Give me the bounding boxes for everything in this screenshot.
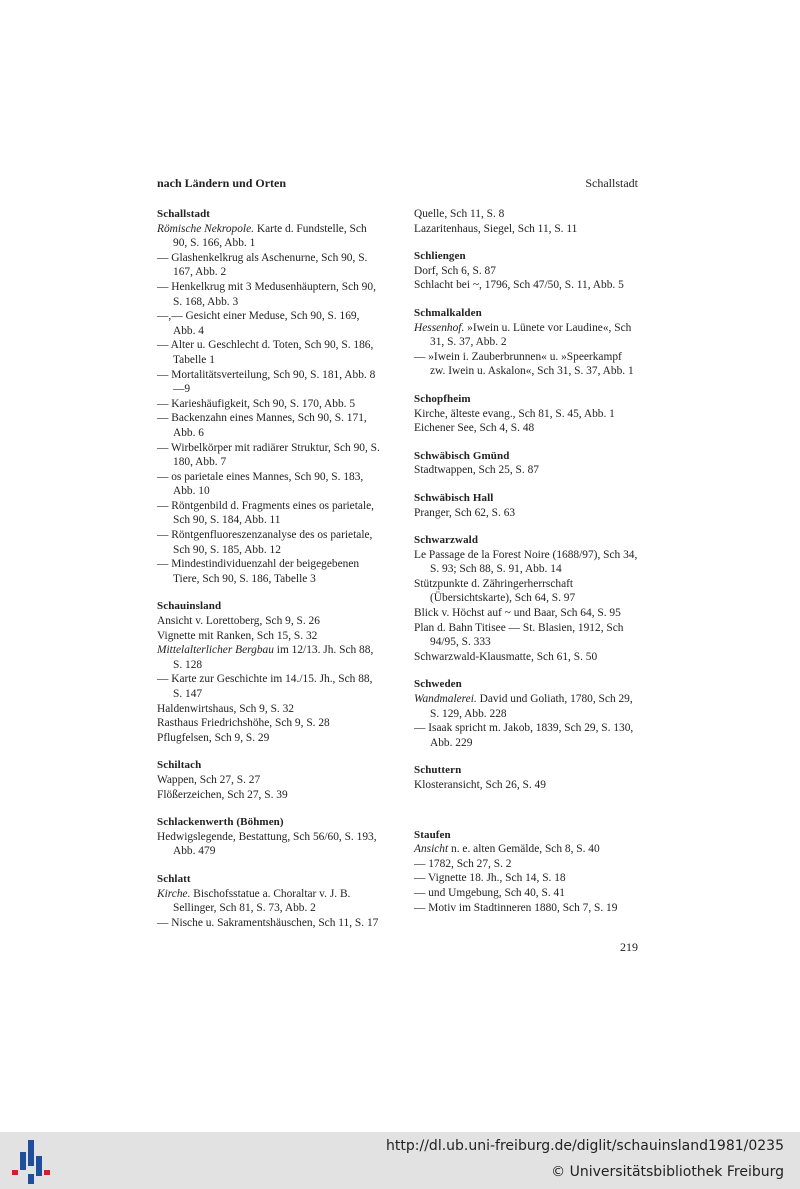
entry-text: — 1782, Sch 27, S. 2 bbox=[414, 857, 512, 870]
section-title: Schmalkalden bbox=[414, 306, 482, 319]
index-entry bbox=[414, 778, 638, 793]
index-entry bbox=[414, 842, 638, 857]
entry-text: — Henkelkrug mit 3 Medusenhäuptern, Sch 90, S. 168, Abb. 3 bbox=[157, 280, 376, 308]
entry-text: — Karieshäufigkeit, Sch 90, S. 170, Abb. 5 bbox=[157, 397, 356, 410]
entry-text: — Mortalitätsverteilung, Sch 90, S. 181, Abb. 8—9 bbox=[157, 368, 376, 396]
index-entry bbox=[414, 857, 638, 872]
index-entry bbox=[414, 871, 638, 886]
index-entry bbox=[414, 207, 638, 222]
entry-text: Ansicht v. Lorettoberg, Sch 9, S. 26 bbox=[157, 615, 320, 628]
index-entry bbox=[414, 407, 638, 422]
index-section bbox=[414, 207, 638, 236]
document-url-link[interactable]: http://dl.ub.uni-freiburg.de/diglit/schauinsland1981/0235 bbox=[386, 1138, 784, 1154]
entry-italic-term: Wandmalerei. bbox=[414, 693, 477, 706]
index-entry bbox=[414, 886, 638, 901]
index-section bbox=[414, 306, 638, 379]
entry-text: n. e. alten Gemälde, Sch 8, S. 40 bbox=[448, 843, 600, 856]
entry-text: — Alter u. Geschlecht d. Toten, Sch 90, S. 186, Tabelle 1 bbox=[157, 339, 374, 366]
entry-text: — Wirbelkörper mit radiärer Struktur, Sch 90, S. 180, Abb. 7 bbox=[157, 441, 380, 469]
index-entry bbox=[414, 506, 638, 521]
index-entry bbox=[157, 887, 381, 916]
entry-text: Hedwigslegende, Bestattung, Sch 56/60, S. 193, Abb. 479 bbox=[157, 830, 377, 858]
index-section bbox=[414, 249, 638, 293]
entry-text: Quelle, Sch 11, S. 8 bbox=[414, 208, 505, 220]
entry-text: —,— Gesicht einer Meduse, Sch 90, S. 169, Abb. 4 bbox=[157, 310, 360, 337]
index-section bbox=[157, 758, 381, 802]
section-title: Schwarzwald bbox=[414, 534, 479, 547]
index-section bbox=[157, 872, 381, 930]
library-logo-icon bbox=[10, 1140, 52, 1184]
entry-text: — »Iwein i. Zauberbrunnen« u. »Speerkampf zw. Iwein u. Askalon«, Sch 31, S. 37, Abb. 1 bbox=[414, 350, 634, 378]
entry-italic-term: Mittelalterlicher Bergbau bbox=[157, 644, 274, 657]
index-entry bbox=[414, 577, 638, 606]
index-section bbox=[414, 763, 638, 792]
entry-text: — Mindestindividuenzahl der beigegebenen Tiere, Sch 90, S. 186, Tabelle 3 bbox=[157, 558, 360, 585]
index-column-left bbox=[157, 207, 381, 943]
index-entry bbox=[157, 309, 381, 338]
index-section bbox=[414, 392, 638, 436]
index-entry bbox=[157, 788, 381, 803]
entry-text: — Isaak spricht m. Jakob, 1839, Sch 29, S. 130, Abb. 229 bbox=[414, 722, 634, 749]
footer-bar bbox=[0, 1132, 800, 1189]
index-entry bbox=[157, 499, 381, 528]
index-entry bbox=[414, 264, 638, 279]
index-entry bbox=[157, 368, 381, 397]
index-entry bbox=[157, 557, 381, 586]
index-entry bbox=[414, 350, 638, 379]
index-entry bbox=[157, 702, 381, 717]
entry-text: Lazaritenhaus, Siegel, Sch 11, S. 11 bbox=[414, 222, 578, 235]
index-entry bbox=[414, 548, 638, 577]
page-number: 219 bbox=[620, 940, 638, 954]
index-entry bbox=[414, 606, 638, 621]
entry-text: Flößerzeichen, Sch 27, S. 39 bbox=[157, 788, 288, 801]
index-entry bbox=[157, 528, 381, 557]
entry-text: »Iwein u. Lünete vor Laudine«, Sch 31, S. 37, Abb. 2 bbox=[430, 321, 632, 349]
index-entry bbox=[157, 672, 381, 701]
index-entry bbox=[157, 773, 381, 788]
entry-text: David und Goliath, 1780, Sch 29, S. 129, Abb. 228 bbox=[430, 693, 633, 720]
index-entry bbox=[157, 411, 381, 440]
entry-text: Stützpunkte d. Zähringerherrschaft (Übersichtskarte), Sch 64, S. 97 bbox=[414, 577, 576, 605]
section-title: Schliengen bbox=[414, 250, 466, 263]
index-entry bbox=[157, 338, 381, 367]
entry-text: Kirche, älteste evang., Sch 81, S. 45, Abb. 1 bbox=[414, 407, 615, 420]
index-entry bbox=[414, 222, 638, 237]
index-entry bbox=[157, 629, 381, 644]
index-section bbox=[414, 533, 638, 664]
index-entry bbox=[414, 463, 638, 478]
entry-text: — Vignette 18. Jh., Sch 14, S. 18 bbox=[414, 872, 566, 885]
index-entry bbox=[157, 614, 381, 629]
index-entry bbox=[157, 251, 381, 280]
section-title: Schallstadt bbox=[157, 208, 211, 220]
entry-text: Schwarzwald-Klausmatte, Sch 61, S. 50 bbox=[414, 650, 598, 663]
index-section bbox=[414, 677, 638, 750]
index-section bbox=[414, 828, 638, 916]
entry-text: Plan d. Bahn Titisee — St. Blasien, 1912, Sch 94/95, S. 333 bbox=[414, 621, 624, 649]
section-title: Schiltach bbox=[157, 759, 202, 772]
index-entry bbox=[157, 916, 381, 931]
index-section bbox=[157, 599, 381, 745]
index-entry bbox=[414, 692, 638, 721]
entry-text: — os parietale eines Mannes, Sch 90, S. 183, Abb. 10 bbox=[157, 470, 364, 498]
running-header-left: nach Ländern und Orten bbox=[157, 176, 287, 190]
running-header-right: Schallstadt bbox=[585, 176, 638, 190]
index-entry bbox=[414, 278, 638, 293]
entry-text: Le Passage de la Forest Noire (1688/97), Sch 34, S. 93; Sch 88, S. 91, Abb. 14 bbox=[414, 548, 638, 576]
entry-text: Rasthaus Friedrichshöhe, Sch 9, S. 28 bbox=[157, 717, 330, 730]
entry-text: — Röntgenbild d. Fragments eines os parietale, Sch 90, S. 184, Abb. 11 bbox=[157, 499, 375, 527]
index-section bbox=[414, 449, 638, 478]
entry-text: — und Umgebung, Sch 40, S. 41 bbox=[414, 886, 565, 899]
index-entry bbox=[414, 650, 638, 665]
index-entry bbox=[157, 470, 381, 499]
entry-text: Wappen, Sch 27, S. 27 bbox=[157, 773, 261, 786]
entry-text: Pranger, Sch 62, S. 63 bbox=[414, 506, 516, 519]
index-entry bbox=[157, 441, 381, 470]
section-title: Schuttern bbox=[414, 764, 462, 777]
entry-italic-term: Ansicht bbox=[414, 843, 449, 856]
section-title: Schwäbisch Hall bbox=[414, 491, 494, 504]
entry-text: — Karte zur Geschichte im 14./15. Jh., Sch 88, S. 147 bbox=[157, 673, 373, 700]
index-entry bbox=[157, 280, 381, 309]
index-entry bbox=[414, 721, 638, 750]
entry-text: — Glashenkelkrug als Aschenurne, Sch 90, S. 167, Abb. 2 bbox=[157, 251, 368, 279]
entry-text: — Röntgenfluoreszenzanalyse des os parietale, Sch 90, S. 185, Abb. 12 bbox=[157, 529, 373, 556]
section-title: Staufen bbox=[414, 828, 451, 841]
index-entry bbox=[414, 621, 638, 650]
index-entry bbox=[414, 901, 638, 916]
entry-text: Pflugfelsen, Sch 9, S. 29 bbox=[157, 731, 270, 744]
index-entry bbox=[157, 397, 381, 412]
section-title: Schwäbisch Gmünd bbox=[414, 449, 510, 462]
entry-text: Bischofsstatue a. Choraltar v. J. B. Sellinger, Sch 81, S. 73, Abb. 2 bbox=[173, 887, 351, 915]
entry-text: — Nische u. Sakramentshäuschen, Sch 11, S. 17 bbox=[157, 916, 379, 929]
entry-text: Dorf, Sch 6, S. 87 bbox=[414, 264, 496, 277]
entry-text: Stadtwappen, Sch 25, S. 87 bbox=[414, 464, 539, 477]
index-section bbox=[157, 815, 381, 859]
entry-text: Schlacht bei ~, 1796, Sch 47/50, S. 11, Abb. 5 bbox=[414, 279, 624, 292]
index-section bbox=[414, 491, 638, 520]
copyright-notice: © Universitätsbibliothek Freiburg bbox=[551, 1164, 784, 1180]
entry-text: im 12/13. Jh. Sch 88, S. 128 bbox=[173, 644, 374, 671]
index-entry bbox=[157, 643, 381, 672]
entry-text: — Motiv im Stadtinneren 1880, Sch 7, S. 19 bbox=[414, 901, 618, 914]
index-entry bbox=[157, 731, 381, 746]
index-entry bbox=[157, 222, 381, 251]
section-title: Schauinsland bbox=[157, 600, 222, 613]
index-entry bbox=[414, 321, 638, 350]
entry-text: Karte d. Fundstelle, Sch 90, S. 166, Abb. 1 bbox=[173, 222, 367, 250]
index-entry bbox=[157, 830, 381, 859]
index-entry bbox=[414, 421, 638, 436]
entry-text: Eichener See, Sch 4, S. 48 bbox=[414, 422, 535, 435]
entry-italic-term: Kirche. bbox=[157, 887, 191, 900]
section-title: Schlackenwerth (Böhmen) bbox=[157, 816, 284, 829]
entry-text: Vignette mit Ranken, Sch 15, S. 32 bbox=[157, 629, 318, 642]
entry-text: — Backenzahn eines Mannes, Sch 90, S. 171, Abb. 6 bbox=[157, 412, 367, 439]
section-title: Schlatt bbox=[157, 872, 191, 885]
entry-text: Blick v. Höchst auf ~ und Baar, Sch 64, S. 95 bbox=[414, 607, 621, 620]
index-entry bbox=[157, 716, 381, 731]
entry-italic-term: Hessenhof. bbox=[414, 321, 465, 334]
section-title: Schopfheim bbox=[414, 392, 471, 405]
entry-text: Haldenwirtshaus, Sch 9, S. 32 bbox=[157, 702, 294, 715]
entry-text: Klosteransicht, Sch 26, S. 49 bbox=[414, 779, 546, 791]
index-section bbox=[157, 207, 381, 586]
section-title: Schweden bbox=[414, 678, 462, 691]
entry-italic-term: Römische Nekropole. bbox=[157, 222, 255, 235]
index-column-right bbox=[414, 207, 638, 928]
